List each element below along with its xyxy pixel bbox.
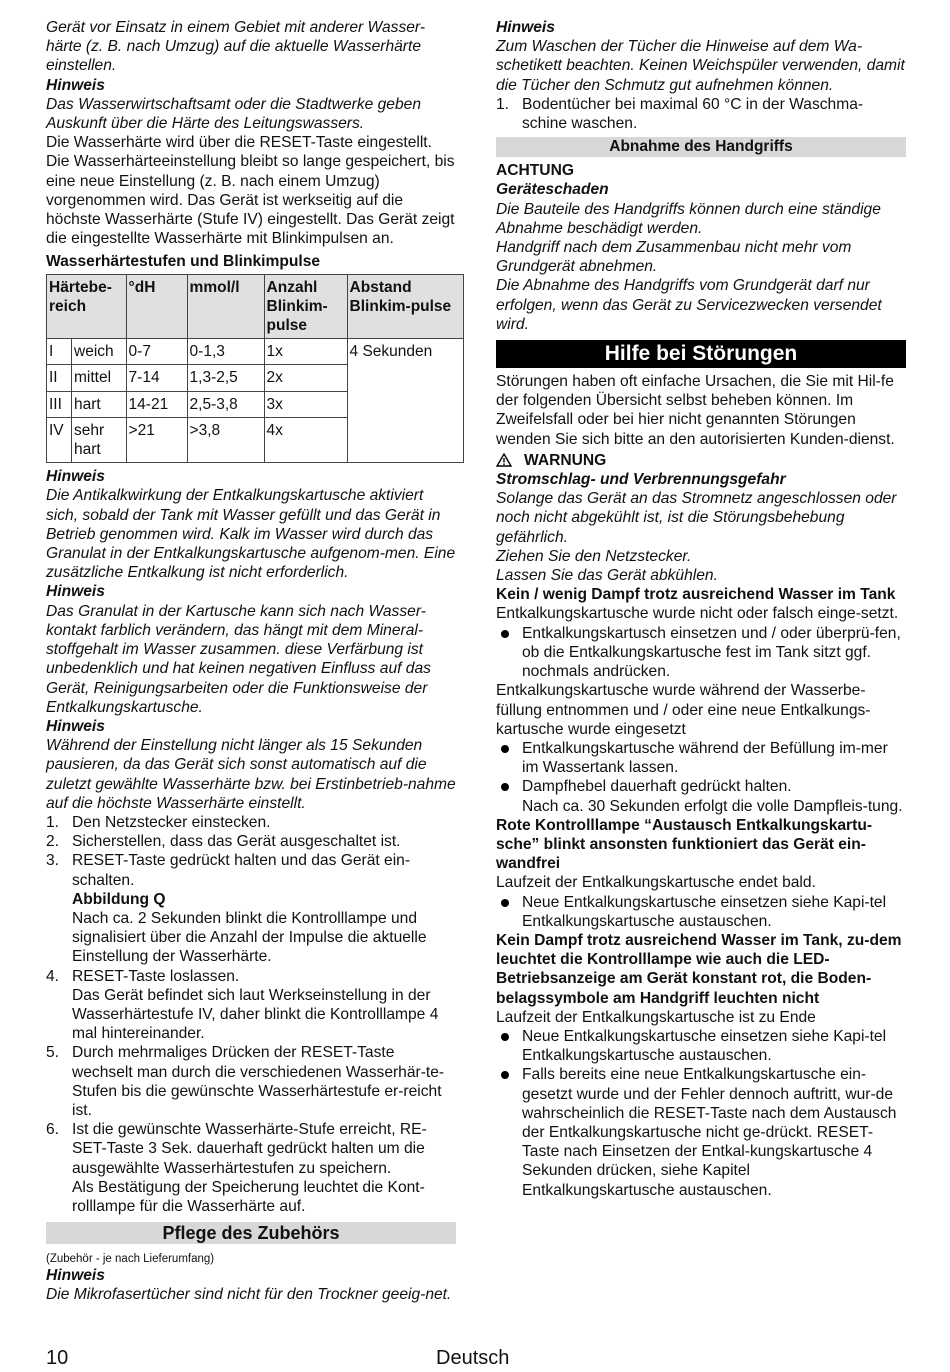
issue-1-fix-1 <box>496 624 906 682</box>
care-scope-note: (Zubehör - je nach Lieferumfang) <box>46 1253 215 1266</box>
handle-text-1: Handgriff nach dem Zusammenbau nicht mehr vom Grundgerät abnehmen. <box>496 239 852 276</box>
troubleshooting-intro: Störungen haben oft einfache Ursachen, die Sie mit Hil-fe der folgenden Übersicht selbst beheben können. Im Zweifelsfall oder bei hier nicht genannten Störungen wenden Sie sich bitte an den autorisierten Kunden-dienst. <box>496 373 895 448</box>
fix-text: Entkalkungskartusch einsetzen und / oder überprü-fen, ob die Entkalkungskartusche fest im Tank sitzt ggf. nochmals andrücken. <box>522 624 901 681</box>
header-interval: Abstand Blinkim-pulse <box>347 274 463 339</box>
note-label: Hinweis <box>46 1267 105 1285</box>
section-troubleshooting-heading: Hilfe bei Störungen <box>496 340 906 368</box>
note-dryer: Die Mikrofasertücher sind nicht für den Trockner geeig-net. <box>46 1286 452 1304</box>
note-label: Hinweis <box>46 583 105 601</box>
header-mmol: mmol/l <box>187 274 264 339</box>
right-column <box>496 18 906 1200</box>
issue-1-fix-2 <box>496 739 906 777</box>
step-text: Ist die gewünschte Wasserhärte-Stufe erreicht, RE-SET-Taste 3 Sek. dauerhaft gedrückt halten um die ausgewählte Wasserhärtestufen zu speichern. <box>72 1121 427 1177</box>
note-granulate: Das Granulat in der Kartusche kann sich nach Wasser-kontakt farblich verändern, das hängt mit dem Mineral-stoffgehalt im Wasser zusammen. diese Verfärbung ist unbedenklich und hat keinen negativen Einfluss auf das Gerät, Reinigungsarbeiten oder die Funktionsweise der Entkalkungskartusche. <box>46 602 431 716</box>
bullet-icon <box>501 745 509 753</box>
intro-text: Gerät vor Einsatz in einem Gebiet mit anderer Wasser-härte (z. B. nach Umzug) auf die aktuelle Wasserhärte einstellen. <box>46 19 426 75</box>
cell-level: I <box>47 339 72 365</box>
cell-mmol: 1,3-2,5 <box>187 365 264 391</box>
issue-1-cause-2: Entkalkungskartusche wurde während der Wasserbe-füllung entnommen und / oder eine neue Entkalkungs-kartusche wurde eingesetzt <box>496 682 871 738</box>
issue-1-title: Kein / wenig Dampf trotz ausreichend Wasser im Tank <box>496 586 896 604</box>
cell-count: 1x <box>264 339 347 365</box>
damage-label: Geräteschaden <box>496 181 609 199</box>
fix-text: Entkalkungskartusche während der Befüllung im-mer im Wassertank lassen. <box>522 739 888 777</box>
cell-dh: 0-7 <box>126 339 187 365</box>
table-header-row <box>47 274 464 339</box>
note-label: Hinweis <box>46 76 105 94</box>
step-6 <box>46 1120 456 1178</box>
cell-level: II <box>47 365 72 391</box>
issue-3-fix-2 <box>496 1065 906 1199</box>
table-title: Wasserhärtestufen und Blinkimpulse <box>46 253 321 271</box>
fix-text: Falls bereits eine neue Entkalkungskartusche ein-gesetzt wurde und der Fehler dennoch auftritt, wur-de wahrscheinlich die RESET-Taste nach dem Austausch der Entkalkungskartusche nicht ge-drückt. RESET-Taste nach Einsetzen der Entkal-kungskartusche 4 Sekunden drücken, siehe Kapitel Entkalkungskartusche austauschen. <box>522 1066 897 1199</box>
note-washing: Zum Waschen der Tücher die Hinweise auf dem Wa-schetikett beachten. Keinen Weichspüler verwenden, damit die Tücher den Schmutz gut aufnehmen können. <box>496 38 905 94</box>
unplug-text: Ziehen Sie den Netzstecker. <box>496 547 692 565</box>
step-6-detail: Als Bestätigung der Speicherung leuchtet die Kont-rolllampe für die Wasserhärte auf. <box>72 1178 425 1215</box>
cell-interval: 4 Sekunden <box>347 339 463 463</box>
step-text: Sicherstellen, dass das Gerät ausgeschaltet ist. <box>72 833 401 851</box>
header-count: Anzahl Blinkim-pulse <box>264 274 347 339</box>
step-4 <box>46 967 456 986</box>
step-text: Bodentücher bei maximal 60 °C in der Waschma-schine waschen. <box>522 95 864 133</box>
issue-3-cause: Laufzeit der Entkalkungskartusche ist zu Ende <box>496 1008 816 1026</box>
water-hardness-table <box>46 274 464 464</box>
issue-1-cause-1: Entkalkungskartusche wurde nicht oder falsch einge-setzt. <box>496 605 899 623</box>
warning-label: WARNUNG <box>524 451 607 469</box>
note-label: Hinweis <box>46 717 105 735</box>
handle-text-2: Die Abnahme des Handgriffs vom Grundgerät darf nur erfolgen, wenn das Gerät zu Servicezwecken versendet wird. <box>496 277 882 333</box>
cell-dh: 14-21 <box>126 391 187 417</box>
footer-language: Deutsch <box>436 1347 510 1369</box>
step-text: Durch mehrmaliges Drücken der RESET-Taste wechselt man durch die verschiedenen Wasserhär-te-Stufen bis die gewünschte Wasserhärtestufe er-reicht ist. <box>72 1044 445 1119</box>
fix-text: Neue Entkalkungskartusche einsetzen siehe Kapi-tel Entkalkungskartusche austauschen. <box>522 893 887 930</box>
header-dh: °dH <box>126 274 187 339</box>
damage-text: Die Bauteile des Handgriffs können durch eine ständige Abnahme beschädigt werden. <box>496 200 881 237</box>
header-range: Härtebe-reich <box>47 274 127 339</box>
issue-3-title: Kein Dampf trotz ausreichend Wasser im Tank, zu-dem leuchtet die Kontrolllampe wie auch die LED-Betriebsanzeige am Gerät konstant rot, die Boden-belagssymbole am Handgriff leuchten nicht <box>496 931 902 1007</box>
step-number: 1. <box>496 95 510 113</box>
step-text: RESET-Taste loslassen. <box>72 967 240 985</box>
issue-1-fix-3 <box>496 777 906 796</box>
bullet-icon <box>501 630 509 638</box>
cell-dh: 7-14 <box>126 365 187 391</box>
wash-step <box>496 95 906 133</box>
cell-count: 2x <box>264 365 347 391</box>
step-number: 4. <box>46 967 60 985</box>
issue-2-fix <box>496 893 906 931</box>
step-3 <box>46 851 456 889</box>
step-1 <box>46 813 456 832</box>
cell-count: 3x <box>264 391 347 417</box>
issue-1-fix-3-detail: Nach ca. 30 Sekunden erfolgt die volle Dampfleis-tung. <box>522 797 903 815</box>
warning-triangle-icon <box>496 453 512 467</box>
table-row <box>47 339 464 365</box>
cell-name: sehr hart <box>72 417 127 462</box>
note-timeout: Während der Einstellung nicht länger als 15 Sekunden pausieren, da das Gerät sich sonst automatisch auf die zuletzt gewählte Wasserhärte bzw. bei Erstinbetrieb-nahme auf die höchste Wasserhärte einstellt. <box>46 737 456 812</box>
step-number: 1. <box>46 813 60 831</box>
bullet-icon <box>501 783 509 791</box>
cell-name: mittel <box>72 365 127 391</box>
cell-name: weich <box>72 339 127 365</box>
cool-text: Lassen Sie das Gerät abkühlen. <box>496 567 718 585</box>
step-4-detail: Das Gerät befindet sich laut Werkseinstellung in der Wasserhärtestufe IV, daher blinkt die Kontrolllampe 4 mal hintereinander. <box>72 986 439 1043</box>
section-handle-heading: Abnahme des Handgriffs <box>496 137 906 157</box>
step-text: RESET-Taste gedrückt halten und das Gerät ein-schalten. <box>72 852 411 889</box>
shock-label: Stromschlag- und Verbrennungsgefahr <box>496 471 786 489</box>
bullet-icon <box>501 899 509 907</box>
step-3-detail: Nach ca. 2 Sekunden blinkt die Kontrolllampe und signalisiert über die Anzahl der Impulse die aktuelle Einstellung der Wasserhärte. <box>72 909 427 966</box>
page-number: 10 <box>46 1347 69 1369</box>
step-number: 3. <box>46 852 60 870</box>
cell-mmol: 2,5-3,8 <box>187 391 264 417</box>
cell-mmol: >3,8 <box>187 417 264 462</box>
reset-description: Die Wasserhärte wird über die RESET-Taste eingestellt. Die Wasserhärteeinstellung bleibt so lange gespeichert, bis eine neue Einstellung (z. B. nach einem Umzug) vorgenommen wird. Das Gerät ist werkseitig auf die höchste Wasserhärte (Stufe IV) eingestellt. Das Gerät zeigt die eingestellte Wasserhärte mit Blinkimpulsen an. <box>46 134 455 248</box>
cell-name: hart <box>72 391 127 417</box>
issue-3-fix-1 <box>496 1027 906 1065</box>
issue-2-title: Rote Kontrolllampe “Austausch Entkalkungskartu-sche” blinkt ansonsten funktioniert das Gerät ein-wandfrei <box>496 816 873 873</box>
note-label: Hinweis <box>496 19 555 36</box>
step-number: 2. <box>46 833 60 851</box>
figure-label: Abbildung Q <box>72 890 166 908</box>
step-text: Den Netzstecker einstecken. <box>72 813 271 831</box>
step-number: 6. <box>46 1121 60 1139</box>
fix-text: Neue Entkalkungskartusche einsetzen siehe Kapi-tel Entkalkungskartusche austauschen. <box>522 1027 887 1065</box>
warning-row <box>496 451 906 470</box>
shock-text: Solange das Gerät an das Stromnetz angeschlossen oder noch nicht abgekühlt ist, ist die Störungsbehebung gefährlich. <box>496 490 897 546</box>
note-label: Hinweis <box>46 468 105 486</box>
bullet-icon <box>501 1071 509 1079</box>
section-care-heading: Pflege des Zubehörs <box>46 1222 456 1244</box>
left-column <box>46 18 456 1305</box>
cell-dh: >21 <box>126 417 187 462</box>
step-2 <box>46 832 456 851</box>
cell-count: 4x <box>264 417 347 462</box>
step-5 <box>46 1043 456 1120</box>
step-number: 5. <box>46 1044 60 1062</box>
issue-2-cause: Laufzeit der Entkalkungskartusche endet bald. <box>496 874 816 892</box>
cell-level: III <box>47 391 72 417</box>
fix-text: Dampfhebel dauerhaft gedrückt halten. <box>522 778 792 796</box>
cell-level: IV <box>47 417 72 462</box>
note-water-authority: Das Wasserwirtschaftsamt oder die Stadtwerke geben Auskunft über die Härte des Leitungswassers. <box>46 95 421 133</box>
bullet-icon <box>501 1033 509 1041</box>
cell-mmol: 0-1,3 <box>187 339 264 365</box>
note-antilime: Die Antikalkwirkung der Entkalkungskartusche aktiviert sich, sobald der Tank mit Wasser gefüllt und das Gerät in Betrieb genommen wird. Kalk im Wasser wird durch das Granulat in der Entkalkungskartusche aufgenom-men. Eine zusätzliche Entkalkung ist nicht erforderlich. <box>46 487 456 582</box>
caution-label: ACHTUNG <box>496 162 574 180</box>
